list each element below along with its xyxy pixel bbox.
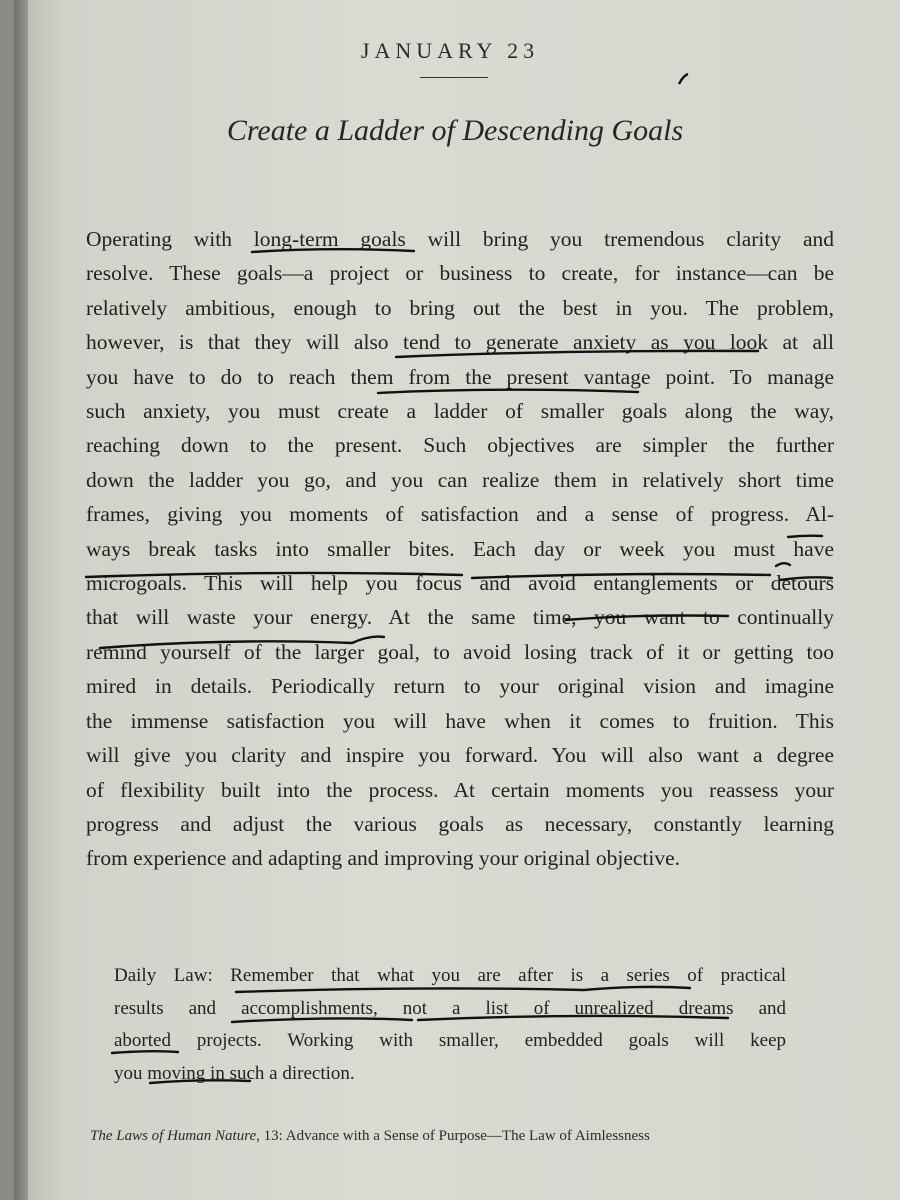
daily-law-line: aborted projects. Working with smaller, embedded goals will keep [114, 1030, 786, 1051]
page-date: JANUARY 23 [360, 38, 540, 63]
page-gutter-shadow [14, 0, 28, 1200]
daily-law-label: Daily Law: [114, 965, 213, 986]
body-text [86, 222, 834, 876]
body-line: progress and adjust the various goals as necessary, constantly learning [86, 811, 834, 836]
body-line: resolve. These goals—a project or business to create, for instance—can be [86, 261, 834, 286]
source-book-title: The Laws of Human Nature [90, 1128, 257, 1144]
body-line: will give you clarity and inspire you forward. You will also want a degree [86, 743, 834, 768]
body-line: however, is that they will also tend to generate anxiety as you look at all [86, 330, 834, 355]
body-line: the immense satisfaction you will have when it comes to fruition. This [86, 708, 834, 733]
body-line: of flexibility built into the process. At certain moments you reassess your [86, 777, 834, 802]
daily-law-line: you moving in such a direction. [114, 1062, 355, 1084]
body-line: such anxiety, you must create a ladder of smaller goals along the way, [86, 399, 834, 424]
body-line: frames, giving you moments of satisfaction and a sense of progress. Al- [86, 502, 834, 527]
daily-law-text: Remember that what you are after is a series of practical [230, 965, 786, 986]
daily-law-line: results and accomplishments, not a list of unrealized dreams and [114, 997, 786, 1019]
source-chapter: , 13: Advance with a Sense of Purpose—The Law of Aimlessness [256, 1128, 650, 1144]
body-line: mired in details. Periodically return to your original vision and imagine [86, 674, 834, 699]
body-line: reaching down to the present. Such objectives are simpler the further [86, 433, 834, 458]
body-line: relatively ambitious, enough to bring out the best in you. The problem, [86, 295, 834, 320]
body-line: microgoals. This will help you focus and avoid entanglements or detours [86, 571, 834, 596]
daily-law [114, 960, 786, 1090]
body-line: remind yourself of the larger goal, to avoid losing track of it or getting too [86, 639, 834, 664]
date-divider [420, 77, 488, 78]
daily-law-line-1 [114, 960, 786, 993]
body-line: that will waste your energy. At the same time, you want to continually [86, 605, 834, 630]
source-citation [90, 1128, 850, 1145]
page-title: Create a Ladder of Descending Goals [226, 114, 684, 147]
body-line: ways break tasks into smaller bites. Each day or week you must have [86, 536, 834, 561]
body-line: Operating with long-term goals will bring you tremendous clarity and [86, 227, 834, 251]
body-line: down the ladder you go, and you can realize them in relatively short time [86, 467, 834, 492]
body-line: from experience and adapting and improving your original objective. [86, 846, 681, 871]
body-line: you have to do to reach them from the present vantage point. To manage [86, 364, 834, 389]
